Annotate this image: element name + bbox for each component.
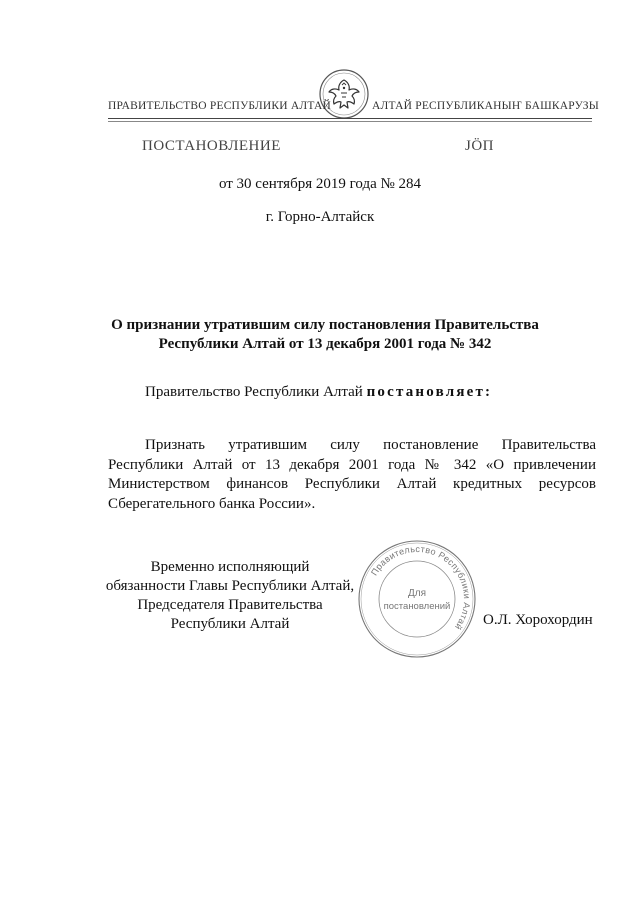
document-body-paragraph — [108, 436, 596, 514]
decree-statement — [145, 384, 492, 401]
signature-line-2: обязанности Главы Республики Алтай, — [105, 578, 355, 594]
header-divider-thin — [108, 121, 592, 122]
body-line-1: Признать утратившим силу постановление Правительства — [145, 437, 596, 453]
doc-type-right: ЈӦП — [465, 138, 495, 154]
header-divider — [108, 118, 592, 119]
stamp-center-line-1: Для — [407, 588, 427, 599]
decree-verb: постановляет: — [366, 384, 493, 400]
signer-name: О.Л. Хорохордин — [483, 612, 593, 628]
title-line-1: О признании утратившим силу постановления Правительства — [111, 317, 539, 333]
doc-type-left: ПОСТАНОВЛЕНИЕ — [142, 138, 281, 154]
decree-prefix: Правительство Республики Алтай — [145, 384, 367, 400]
altai-eagle-emblem-icon — [318, 68, 370, 120]
signature-line-4: Республики Алтай — [170, 616, 290, 632]
signature-position-block — [100, 558, 360, 634]
document-title — [100, 316, 550, 354]
signature-line-3: Председателя Правительства — [137, 597, 323, 613]
stamp-center-line-2: постановлений — [383, 601, 451, 612]
body-line-2: Республики Алтай от 13 декабря 2001 года № 342 «О привлечении — [108, 456, 596, 473]
body-line-4: Сберегательного банка России». — [108, 495, 316, 512]
signature-line-1: Временно исполняющий — [150, 559, 310, 575]
official-stamp — [355, 537, 479, 661]
header-right-title: АЛТАЙ РЕСПУБЛИКАНЫҤ БАШКАРУЗЫ — [372, 100, 599, 112]
stamp-ring-text: Правительство Республики Алтай — [368, 543, 473, 632]
body-line-3: Министерством финансов Республики Алтай кредитных ресурсов — [108, 476, 596, 492]
document-date-number: от 30 сентября 2019 года № 284 — [218, 176, 422, 192]
title-line-2: Республики Алтай от 13 декабря 2001 года № 342 — [158, 336, 492, 352]
document-city: г. Горно-Алтайск — [265, 209, 375, 225]
header-left-title: ПРАВИТЕЛЬСТВО РЕСПУБЛИКИ АЛТАЙ — [108, 100, 332, 112]
